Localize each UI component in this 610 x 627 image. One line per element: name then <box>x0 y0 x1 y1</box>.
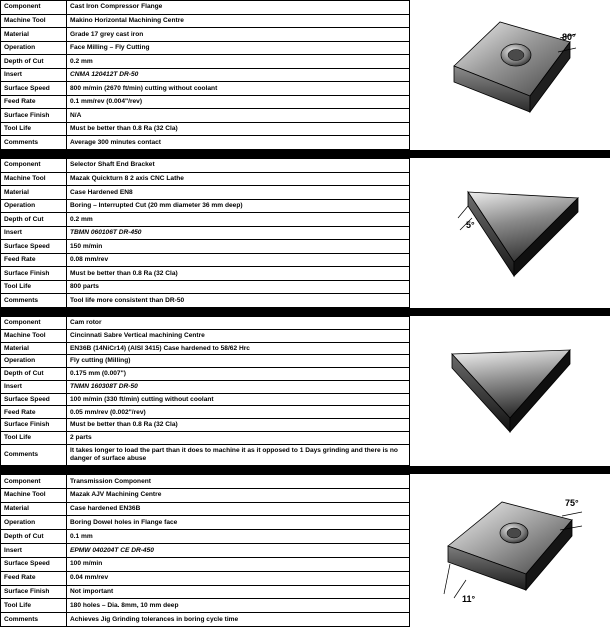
row-label: Component <box>1 1 67 15</box>
row-label: Machine Tool <box>1 488 67 502</box>
row-value: Makino Horizontal Machining Centre <box>67 14 410 28</box>
row-label: Surface Finish <box>1 109 67 123</box>
row-value: Selector Shaft End Bracket <box>67 159 410 173</box>
angle-label: 75° <box>565 498 579 508</box>
row-value: Cast Iron Compressor Flange <box>67 1 410 15</box>
table-row <box>1 393 410 406</box>
table-row <box>1 280 410 294</box>
row-label: Operation <box>1 199 67 213</box>
triangular-insert-shape <box>458 192 578 276</box>
row-value: Grade 17 grey cast iron <box>67 28 410 42</box>
row-value: Boring – Interrupted Cut (20 mm diameter 36 mm deep) <box>67 199 410 213</box>
row-label: Machine Tool <box>1 329 67 342</box>
insert-illustration-2 <box>410 158 610 308</box>
row-label: Comments <box>1 444 67 465</box>
table-row <box>1 109 410 123</box>
row-label: Feed Rate <box>1 95 67 109</box>
table-row <box>1 95 410 109</box>
row-value: Mazak Quickturn 8 2 axis CNC Lathe <box>67 172 410 186</box>
row-label: Material <box>1 186 67 200</box>
row-value: 800 m/min (2670 ft/min) cutting without coolant <box>67 82 410 96</box>
table-row <box>1 68 410 82</box>
row-value: Transmission Component <box>67 475 410 489</box>
row-label: Surface Speed <box>1 557 67 571</box>
spec-table-1 <box>0 0 410 150</box>
row-value: Case Hardened EN8 <box>67 186 410 200</box>
row-value: 100 m/min <box>67 557 410 571</box>
row-value: Must be better than 0.8 Ra (32 Cla) <box>67 419 410 432</box>
case-divider-3 <box>0 466 610 474</box>
row-label: Material <box>1 28 67 42</box>
row-label: Operation <box>1 516 67 530</box>
case-divider-1 <box>0 150 610 158</box>
table-row <box>1 199 410 213</box>
case-study-3 <box>0 316 610 466</box>
table-row <box>1 444 410 465</box>
row-label: Machine Tool <box>1 14 67 28</box>
table-row <box>1 1 410 15</box>
table-row <box>1 342 410 355</box>
row-value: Must be better than 0.8 Ra (32 Cla) <box>67 267 410 281</box>
row-value: Cincinnati Sabre Vertical machining Centre <box>67 329 410 342</box>
row-value: EN36B (14NiCr14) (AISI 3415) Case hardened to 58/62 Hrc <box>67 342 410 355</box>
row-label: Depth of Cut <box>1 55 67 69</box>
table-row <box>1 406 410 419</box>
row-label: Tool Life <box>1 122 67 136</box>
row-value: 0.175 mm (0.007") <box>67 368 410 381</box>
row-value: 800 parts <box>67 280 410 294</box>
angle-label-secondary: 11° <box>462 594 476 604</box>
table-row <box>1 355 410 368</box>
row-label: Operation <box>1 41 67 55</box>
row-value: EPMW 040204T CE DR-450 <box>67 544 410 558</box>
table-row <box>1 240 410 254</box>
angle-label: 80° <box>562 32 576 42</box>
row-value: It takes longer to load the part than it does to machine it as it opposed to 1 Days grinding and there is no danger of surface abuse <box>67 444 410 465</box>
row-value: N/A <box>67 109 410 123</box>
table-row <box>1 14 410 28</box>
table-row <box>1 516 410 530</box>
insert-illustration-1 <box>410 0 610 150</box>
row-label: Feed Rate <box>1 571 67 585</box>
row-label: Surface Finish <box>1 585 67 599</box>
row-value: Case hardened EN36B <box>67 502 410 516</box>
table-row <box>1 557 410 571</box>
table-row <box>1 159 410 173</box>
table-row <box>1 136 410 150</box>
row-label: Depth of Cut <box>1 368 67 381</box>
row-value: 0.1 mm/rev (0.004"/rev) <box>67 95 410 109</box>
spec-table-4 <box>0 474 410 627</box>
row-label: Component <box>1 159 67 173</box>
row-value: TBMN 060106T DR-450 <box>67 226 410 240</box>
row-label: Operation <box>1 355 67 368</box>
row-value: 0.2 mm <box>67 55 410 69</box>
triangular-insert-shape <box>452 350 570 432</box>
row-label: Feed Rate <box>1 253 67 267</box>
table-row <box>1 368 410 381</box>
carbide-insert-shape <box>454 22 576 112</box>
row-value: 0.2 mm <box>67 213 410 227</box>
row-label: Comments <box>1 613 67 627</box>
case-study-4 <box>0 474 610 627</box>
table-row <box>1 41 410 55</box>
row-value: 150 m/min <box>67 240 410 254</box>
table-row <box>1 317 410 330</box>
row-value: 100 m/min (330 ft/min) cutting without coolant <box>67 393 410 406</box>
row-label: Tool Life <box>1 280 67 294</box>
row-value: Cam rotor <box>67 317 410 330</box>
table-row <box>1 530 410 544</box>
row-value: 2 parts <box>67 432 410 445</box>
table-row <box>1 122 410 136</box>
table-row <box>1 488 410 502</box>
angle-label: 5° <box>466 220 475 230</box>
row-value: Not important <box>67 585 410 599</box>
table-row <box>1 55 410 69</box>
row-label: Comments <box>1 294 67 308</box>
row-label: Component <box>1 317 67 330</box>
row-value: Fly cutting (Milling) <box>67 355 410 368</box>
row-value: Achieves Jig Grinding tolerances in boring cycle time <box>67 613 410 627</box>
table-row <box>1 172 410 186</box>
insert-illustration-3 <box>410 316 610 466</box>
row-value: TNMN 160308T DR-50 <box>67 380 410 393</box>
table-row <box>1 544 410 558</box>
row-label: Insert <box>1 380 67 393</box>
row-label: Surface Finish <box>1 419 67 432</box>
spec-table-2 <box>0 158 410 308</box>
row-label: Surface Speed <box>1 393 67 406</box>
table-row <box>1 294 410 308</box>
row-value: 0.04 mm/rev <box>67 571 410 585</box>
table-row <box>1 380 410 393</box>
row-label: Material <box>1 502 67 516</box>
case-divider-2 <box>0 308 610 316</box>
table-row <box>1 329 410 342</box>
row-label: Insert <box>1 68 67 82</box>
row-value: 0.08 mm/rev <box>67 253 410 267</box>
table-row <box>1 571 410 585</box>
row-value: Mazak AJV Machining Centre <box>67 488 410 502</box>
row-label: Comments <box>1 136 67 150</box>
insert-illustration-4 <box>410 474 610 627</box>
row-label: Surface Speed <box>1 82 67 96</box>
table-row <box>1 502 410 516</box>
table-row <box>1 28 410 42</box>
table-row <box>1 82 410 96</box>
table-row <box>1 226 410 240</box>
row-value: Face Milling – Fly Cutting <box>67 41 410 55</box>
row-label: Depth of Cut <box>1 530 67 544</box>
row-value: Boring Dowel holes in Flange face <box>67 516 410 530</box>
row-label: Insert <box>1 226 67 240</box>
row-label: Material <box>1 342 67 355</box>
row-label: Depth of Cut <box>1 213 67 227</box>
row-label: Component <box>1 475 67 489</box>
row-value: Must be better than 0.8 Ra (32 Cla) <box>67 122 410 136</box>
table-row <box>1 585 410 599</box>
row-label: Tool Life <box>1 432 67 445</box>
row-label: Feed Rate <box>1 406 67 419</box>
row-value: Average 300 minutes contact <box>67 136 410 150</box>
spec-table-3 <box>0 316 410 466</box>
table-row <box>1 419 410 432</box>
table-row <box>1 432 410 445</box>
row-value: 180 holes – Dia. 8mm, 10 mm deep <box>67 599 410 613</box>
row-value: 0.05 mm/rev (0.002"/rev) <box>67 406 410 419</box>
row-label: Surface Finish <box>1 267 67 281</box>
row-label: Machine Tool <box>1 172 67 186</box>
table-row <box>1 599 410 613</box>
table-row <box>1 186 410 200</box>
row-label: Surface Speed <box>1 240 67 254</box>
table-row <box>1 267 410 281</box>
table-row <box>1 475 410 489</box>
case-study-1 <box>0 0 610 150</box>
case-study-2 <box>0 158 610 308</box>
table-row <box>1 213 410 227</box>
row-value: 0.1 mm <box>67 530 410 544</box>
table-row <box>1 253 410 267</box>
table-row <box>1 613 410 627</box>
row-label: Insert <box>1 544 67 558</box>
rhombic-insert-shape <box>444 502 582 598</box>
row-value: Tool life more consistent than DR-50 <box>67 294 410 308</box>
row-value: CNMA 120412T DR-50 <box>67 68 410 82</box>
row-label: Tool Life <box>1 599 67 613</box>
